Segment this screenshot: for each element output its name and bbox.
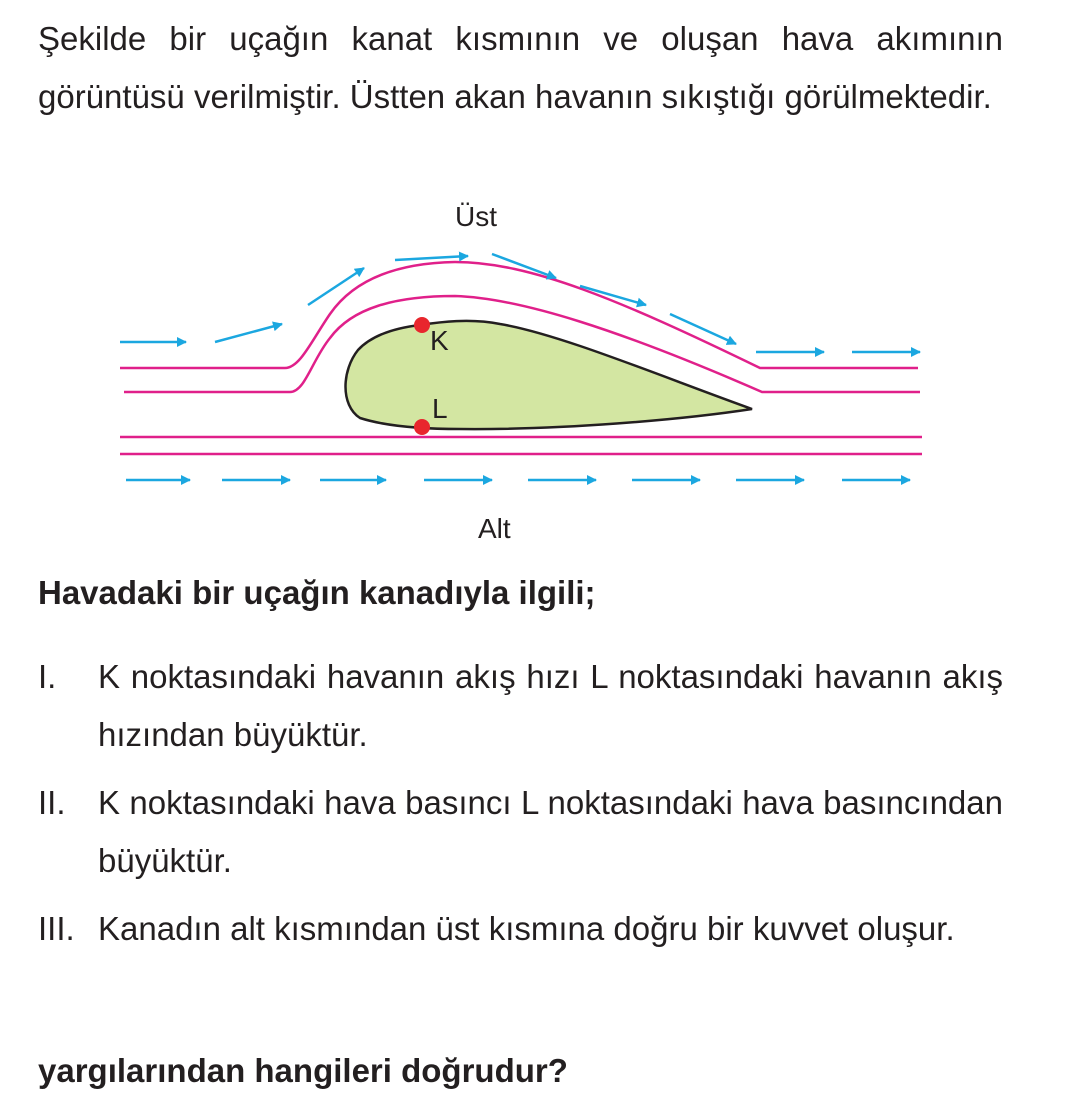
point-l-marker xyxy=(414,419,430,435)
statement-number: III. xyxy=(38,910,75,947)
flow-arrow xyxy=(395,256,468,260)
wing-airflow-figure xyxy=(0,190,1077,560)
closing-question: yargılarından hangileri doğrudur? xyxy=(38,1052,568,1089)
intro-paragraph: Şekilde bir uçağın kanat kısmının ve oluşan hava akımının görüntüsü verilmiştir. Üstten akan havanın sıkıştığı görülmektedir. xyxy=(38,20,1003,115)
statement-list xyxy=(38,648,1003,968)
label-top: Üst xyxy=(455,201,497,232)
statement-item xyxy=(38,900,1003,958)
question-title: Havadaki bir uçağın kanadıyla ilgili; xyxy=(38,574,596,611)
wing-shape xyxy=(346,321,753,429)
flow-arrow xyxy=(215,324,282,342)
statement-text: K noktasındaki hava basıncı L noktasındaki hava basıncından büyüktür. xyxy=(98,784,1003,879)
point-k-marker xyxy=(414,317,430,333)
statement-number: II. xyxy=(38,784,66,821)
statement-text: Kanadın alt kısmından üst kısmına doğru bir kuvvet oluşur. xyxy=(98,910,955,947)
statement-number: I. xyxy=(38,658,57,695)
label-point-k: K xyxy=(430,325,449,356)
statement-item xyxy=(38,648,1003,764)
statement-text: K noktasındaki havanın akış hızı L noktasındaki havanın akış hızından büyüktür. xyxy=(98,658,1003,753)
statement-item xyxy=(38,774,1003,890)
flow-arrow xyxy=(308,268,364,305)
label-point-l: L xyxy=(432,393,448,424)
wing-airflow-diagram xyxy=(0,190,1077,560)
label-bottom: Alt xyxy=(478,513,511,544)
